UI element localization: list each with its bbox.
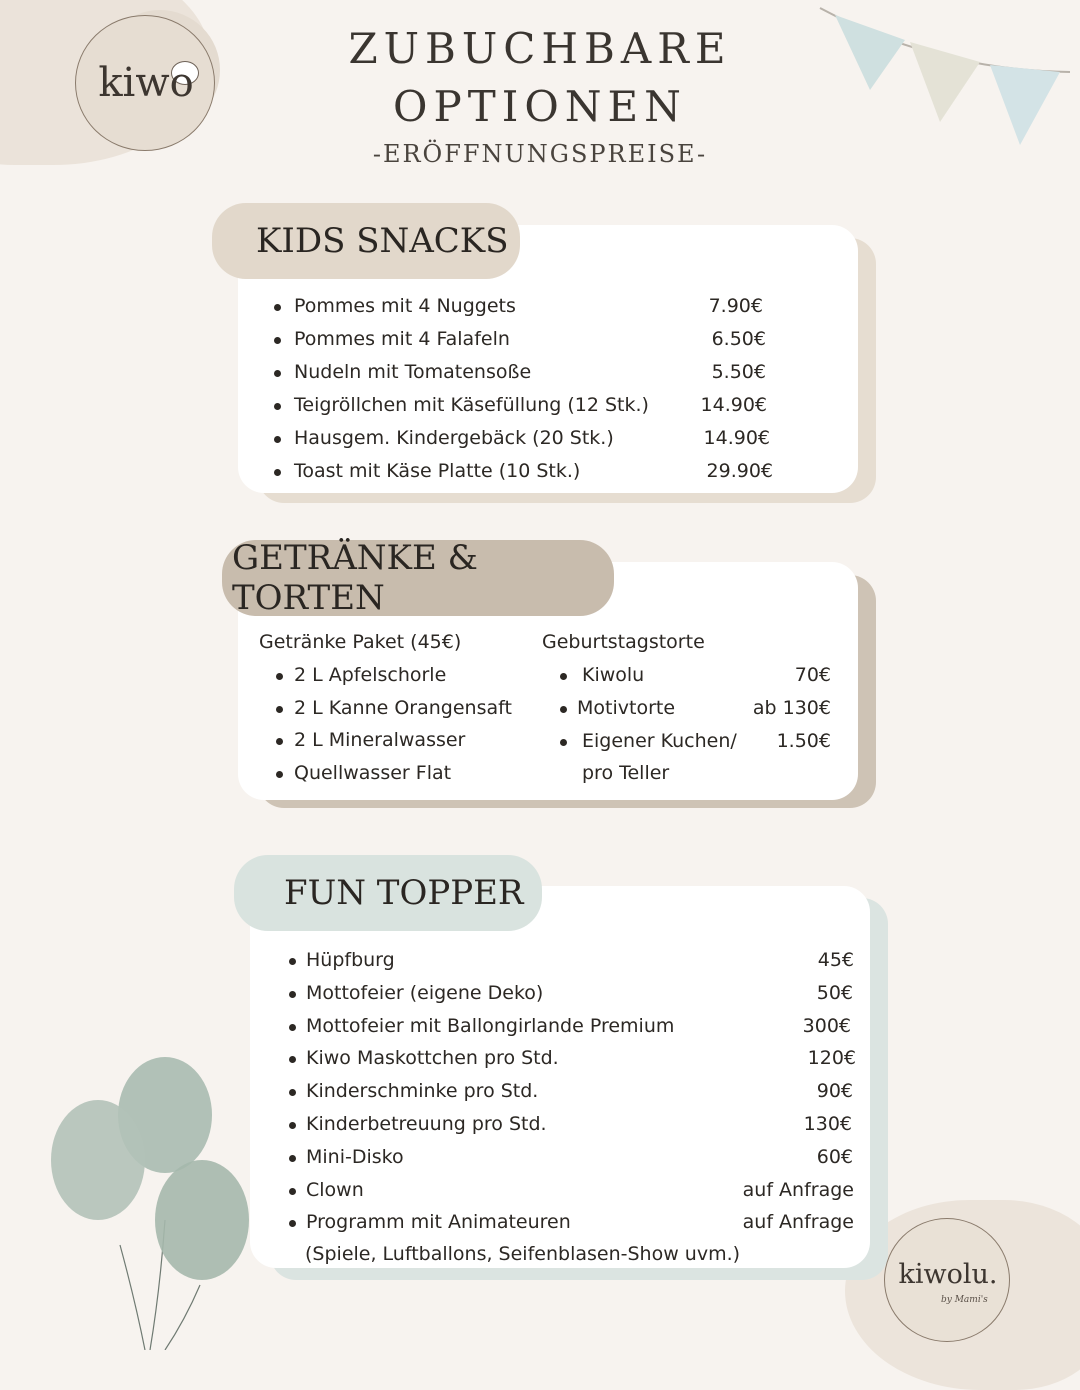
fun-item-price: 60€: [816, 1145, 853, 1168]
bullet-icon: [560, 706, 567, 713]
bullet-icon: [560, 673, 567, 680]
bullet-icon: [560, 739, 567, 746]
drink-item: 2 L Apfelschorle: [294, 664, 447, 686]
page-subtitle: -ERÖFFNUNGSPREISE-: [372, 140, 708, 168]
drink-item: 2 L Mineralwasser: [294, 729, 466, 751]
fun-item-name: Programm mit Animateuren: [306, 1211, 571, 1234]
kiwolu-logo: [884, 1218, 1010, 1342]
fun-item-price: 50€: [816, 981, 853, 1004]
cake-price: 1.50€: [776, 730, 831, 752]
drinks-title-pill: [222, 540, 614, 616]
snack-price: 5.50€: [711, 361, 766, 383]
bullet-icon: [289, 991, 296, 998]
fun-item-price: 45€: [817, 949, 854, 971]
balloons-decoration: [50, 1050, 260, 1350]
snack-price: 14.90€: [700, 394, 767, 416]
fun-item-name: Mottofeier mit Ballongirlande Premium: [306, 1014, 675, 1037]
kiwolu-logo-text: kiwolu.: [898, 1259, 998, 1290]
bullet-icon: [289, 1155, 296, 1162]
bullet-icon: [274, 370, 281, 377]
bullet-icon: [274, 337, 281, 344]
snack-name: Hausgem. Kindergebäck (20 Stk.): [294, 427, 614, 449]
snack-name: Pommes mit 4 Nuggets: [294, 295, 516, 317]
snack-price: 7.90€: [708, 295, 763, 317]
snack-price: 14.90€: [703, 427, 770, 449]
cake-name: Motivtorte: [577, 697, 676, 719]
bullet-icon: [289, 958, 296, 965]
bullet-icon: [289, 1122, 296, 1129]
snack-price: 29.90€: [706, 460, 773, 482]
fun-topper-note: (Spiele, Luftballons, Seifenblasen-Show uvm.): [305, 1243, 741, 1265]
fun-item-price: 300€: [802, 1014, 851, 1037]
page-title-line2: OPTIONEN: [393, 82, 687, 131]
fun-item-name: Kiwo Maskottchen pro Std.: [306, 1047, 559, 1070]
snack-name: Toast mit Käse Platte (10 Stk.): [294, 460, 581, 482]
snack-name: Pommes mit 4 Falafeln: [294, 328, 510, 350]
bullet-icon: [276, 706, 283, 713]
bullet-icon: [276, 771, 283, 778]
cake-price: ab 130€: [752, 697, 831, 719]
snack-name: Nudeln mit Tomatensoße: [294, 361, 532, 383]
fun-item-name: Hüpfburg: [306, 949, 395, 971]
cake-price: 70€: [794, 664, 831, 686]
bullet-icon: [289, 1188, 296, 1195]
fun-item-name: Kinderbetreuung pro Std.: [306, 1113, 547, 1135]
kids-snacks-title-pill: [212, 203, 520, 279]
drink-item: Quellwasser Flat: [294, 761, 452, 784]
cake-name: Kiwolu: [582, 664, 645, 686]
drink-item: 2 L Kanne Orangensaft: [294, 696, 512, 719]
bullet-icon: [276, 738, 283, 745]
cake-name: Eigener Kuchen/: [582, 730, 737, 752]
fun-item-name: Clown: [306, 1178, 364, 1201]
snack-name: Teigröllchen mit Käsefüllung (12 Stk.): [294, 394, 649, 416]
bullet-icon: [274, 304, 281, 311]
fun-topper-title-pill: [234, 855, 542, 931]
bullet-icon: [274, 469, 281, 476]
kiwo-logo-text: kiwo: [98, 60, 194, 106]
fun-item-name: Mottofeier (eigene Deko): [306, 981, 544, 1004]
bullet-icon: [274, 403, 281, 410]
fun-item-price: auf Anfrage: [742, 1178, 854, 1201]
page-title-line1: ZUBUCHBARE: [348, 24, 732, 73]
kids-snacks-title: KIDS SNACKS: [256, 221, 509, 261]
fun-item-name: Mini-Disko: [306, 1145, 404, 1168]
bullet-icon: [274, 436, 281, 443]
fun-item-name: Kinderschminke pro Std.: [306, 1080, 539, 1103]
drinks-header: Getränke Paket (45€): [259, 631, 462, 653]
fun-item-price: 130€: [803, 1113, 852, 1135]
fun-item-price: 90€: [816, 1080, 853, 1103]
cakes-header: Geburtstagstorte: [542, 631, 705, 653]
fun-item-price: 120€: [807, 1047, 856, 1070]
fun-item-price: auf Anfrage: [742, 1211, 854, 1234]
drinks-title: GETRÄNKE & TORTEN: [232, 538, 478, 618]
fun-topper-title: FUN TOPPER: [284, 873, 524, 913]
cake-name-line2: pro Teller: [582, 762, 670, 784]
bullet-icon: [276, 673, 283, 680]
bullet-icon: [289, 1024, 296, 1031]
snack-price: 6.50€: [711, 328, 766, 350]
kiwolu-logo-subtext: by Mami's: [941, 1295, 988, 1305]
